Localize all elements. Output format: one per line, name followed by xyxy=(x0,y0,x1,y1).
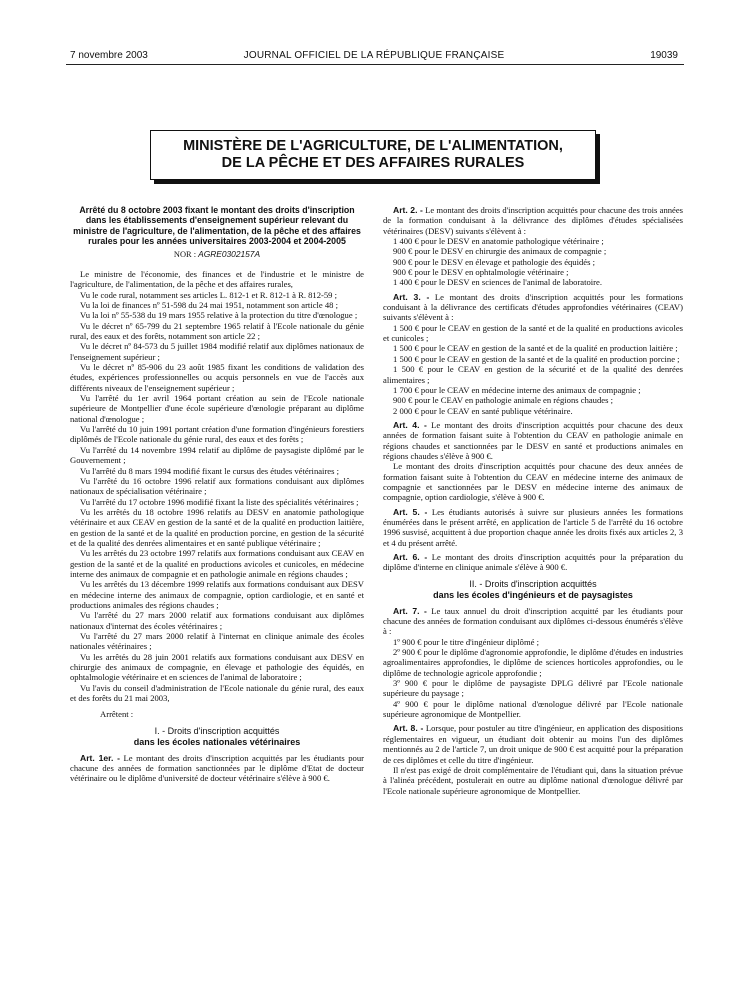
header-rule xyxy=(66,64,684,65)
list-item: 2º 900 € pour le diplôme d'agronomie approfondie, le diplôme d'études en industries agroalimentaires approfondies, le diplôme de sciences horticoles approfondies, ou le diplôme de technologie agricole approfondie ; xyxy=(383,647,684,678)
visa-paragraph: Vu l'arrêté du 10 juin 1991 portant création d'une formation d'ingénieurs forestiers diplômés de l'Ecole nationale du génie rural, des eaux et des forêts ; xyxy=(70,424,364,445)
article-8-label: Art. 8. - xyxy=(393,723,424,734)
article-7-label: Art. 7. - xyxy=(393,605,427,616)
article-4-paragraph-2: Le montant des droits d'inscription acquittés pour chacune des deux années de formation faisant suite à l'obtention du CEAV en médecine interne des animaux de compagnie et sanctionnées par le DESV en médecine interne des animaux de compagnie, option cardiologie, s'élève à 900 €. xyxy=(383,461,683,503)
list-item: 1 400 € pour le DESV en sciences de l'animal de laboratoire. xyxy=(393,277,603,288)
article-2 xyxy=(383,205,683,236)
section-2-line-2: dans les écoles d'ingénieurs et de paysagistes xyxy=(433,589,633,600)
list-item: 2 000 € pour le CEAV en santé publique vétérinaire. xyxy=(393,405,573,416)
article-4-label: Art. 4. - xyxy=(393,419,427,430)
list-item: 1 500 € pour le CEAV en gestion de la santé et de la qualité en productions avicoles et cunicoles ; xyxy=(383,322,683,344)
article-6 xyxy=(383,552,683,573)
list-item: 1º 900 € pour le titre d'ingénieur diplômé ; xyxy=(393,636,539,647)
article-7-text: Le taux annuel du droit d'inscription acquitté par les étudiants pour chacune des années de formation conduisant aux diplômes ci-dessous énumérés s'élève à : xyxy=(383,605,683,637)
visa-paragraph: Vu l'arrêté du 16 octobre 1996 relatif aux formations conduisant aux diplômes nationaux de spécialisation vétérinaire ; xyxy=(70,475,364,497)
nor-label: NOR : xyxy=(173,249,197,259)
list-item: 900 € pour le DESV en chirurgie des animaux de compagnie ; xyxy=(393,246,607,257)
visa-paragraph: Vu les arrêtés du 23 octobre 1997 relatifs aux formations conduisant aux CEAV en gestion de la santé et de la qualité en productions avicoles et cunicoles, en médecine interne des animaux de compagnie et en pathologie animale en régions chaudes ; xyxy=(70,548,364,579)
list-item: 3º 900 € pour le diplôme de paysagiste DPLG délivré par l'Ecole nationale supérieure du paysage ; xyxy=(383,678,683,699)
list-item: 1 500 € pour le CEAV en gestion de la santé et de la qualité en production porcine ; xyxy=(393,353,680,364)
nor-code: AGRE0302157A xyxy=(198,248,261,259)
section-2-line-1: II. - Droits d'inscription acquittés xyxy=(469,578,597,589)
section-1-line-2: dans les écoles nationales vétérinaires xyxy=(133,736,301,747)
ministry-box xyxy=(150,130,596,180)
article-5-label: Art. 5. - xyxy=(393,506,428,517)
journal-title: JOURNAL OFFICIEL DE LA RÉPUBLIQUE FRANÇAISE xyxy=(243,50,505,61)
list-item: 4º 900 € pour le diplôme national d'œnologue délivré par l'Ecole nationale supérieure agronomique de Montpellier. xyxy=(383,698,683,720)
article-4-text: Le montant des droits d'inscription acquittés pour chacune des deux années de formation faisant suite à l'obtention du CEAV en pathologie animale en régions chaudes et sanctionnées par le DESV en santé et productions animales en régions chaudes s'élève à 900 €. xyxy=(383,419,683,461)
article-8 xyxy=(383,723,683,764)
visa-paragraph: Vu l'arrêté du 14 novembre 1994 relatif au diplôme de paysagiste diplômé par le Gouvernement ; xyxy=(70,444,364,466)
article-2-text: Le montant des droits d'inscription acquittés pour chacune des trois années de la formation conduisant à la délivrance des diplômes d'études spécialisées vétérinaires (DESV) suivants s'élèvent à : xyxy=(383,205,684,236)
article-3-label: Art. 3. - xyxy=(393,291,430,302)
ministry-line-1: MINISTÈRE DE L'AGRICULTURE, DE L'ALIMENTATION, xyxy=(183,138,563,154)
arretent-line: Arrêtent : xyxy=(100,709,134,720)
ministry-line-2: DE LA PÊCHE ET DES AFFAIRES RURALES xyxy=(221,155,525,171)
visa-paragraph: Vu les arrêtés du 18 octobre 1996 relatifs au DESV en anatomie pathologique vétérinaire et aux CEAV en gestion de la santé et de la qualité en production laitière, en gestion de la santé et de la qualité en production porcine, en gestion de la sécurité et de la qualité des denrées alimentaires et en santé publique vétérinaire ; xyxy=(70,506,364,548)
visa-paragraph: Vu l'arrêté du 1er avril 1964 portant création au sein de l'Ecole nationale supérieure de Montpellier d'une école supérieure d'œnologie préparant au diplôme national d'œnologue ; xyxy=(70,393,364,424)
page-number: 19039 xyxy=(650,50,678,61)
list-item: 900 € pour le CEAV en pathologie animale en régions chaudes ; xyxy=(393,395,613,406)
visa-paragraph: Vu le décret nº 85-906 du 23 août 1985 fixant les conditions de validation des études, expériences professionnelles ou acquis personnels en vue de l'accès aux différents niveaux de l'enseignement supérieur ; xyxy=(70,362,364,393)
article-4 xyxy=(383,420,683,461)
section-2-heading xyxy=(383,579,683,601)
visa-paragraph: Vu le décret nº 84-573 du 5 juillet 1984 modifié relatif aux diplômes nationaux de l'enseignement supérieur ; xyxy=(70,341,364,362)
article-2-label: Art. 2. - xyxy=(393,205,423,215)
visa-paragraph: Vu la loi de finances nº 51-598 du 24 mai 1951, notamment son article 48 ; xyxy=(80,300,338,310)
article-3-text: Le montant des droits d'inscription acquittés pour les formations conduisant à la délivrance des certificats d'études approfondies vétérinaires (CEAV) suivants s'élèvent à : xyxy=(383,291,683,323)
list-item: 900 € pour le DESV en élevage et pathologie des équidés ; xyxy=(393,256,595,267)
left-column xyxy=(70,205,364,784)
section-1-heading xyxy=(70,726,364,748)
page-header xyxy=(0,0,748,61)
article-6-label: Art. 6. - xyxy=(393,552,428,562)
article-8-text: Lorsque, pour postuler au titre d'ingénieur, en application des dispositions réglementaires en vigueur, un étudiant doit obtenir au moins l'un des diplômes mentionnés au 2 de l'article 7, un droit unique de 900 € est acquitté pour la préparation de ces diplômes et celle du titre d'ingénieur. xyxy=(383,723,684,765)
visa-paragraph: Vu les arrêtés du 13 décembre 1999 relatifs aux formations conduisant aux DESV en médecine interne des animaux de compagnie, option cardiologie, et en santé et productions animales des régions chaudes ; xyxy=(70,579,364,610)
article-1 xyxy=(70,753,364,784)
article-6-text: Le montant des droits d'inscription acquittés pour la préparation du diplôme d'interne en clinique animale s'élève à 900 €. xyxy=(383,552,683,573)
visa-paragraph: Vu l'arrêté du 17 octobre 1996 modifié fixant la liste des spécialités vétérinaires ; xyxy=(80,496,359,507)
list-item: 1 400 € pour le DESV en anatomie pathologique vétérinaire ; xyxy=(393,236,604,247)
article-8-paragraph-2: Il n'est pas exigé de droit complémentaire de l'étudiant qui, dans la situation prévue à l'alinéa précédent, postulerait en outre au diplôme national d'œnologue délivré par l'Ecole nationale supérieure agronomique de Montpellier. xyxy=(383,764,683,796)
article-1-label: Art. 1er. - xyxy=(80,752,121,763)
article-5-text: Les étudiants autorisés à suivre sur plusieurs années les formations énumérées dans le présent arrêté, en application de l'article 5 de l'arrêté du 16 octobre 1996 susvisé, acquittent à due proportion chaque année les droits fixés aux articles 2, 3 et 4 du présent arrêté. xyxy=(383,506,683,548)
visa-paragraph: Le ministre de l'économie, des finances et de l'industrie et le ministre de l'agriculture, de l'alimentation, de la pêche et des affaires rurales, xyxy=(70,268,364,290)
article-5 xyxy=(383,507,683,548)
list-item: 900 € pour le DESV en ophtalmologie vétérinaire ; xyxy=(393,267,569,278)
article-3 xyxy=(383,292,683,323)
right-column xyxy=(383,205,683,796)
section-1-line-1: I. - Droits d'inscription acquittés xyxy=(154,725,280,736)
header-date: 7 novembre 2003 xyxy=(70,50,148,61)
visa-paragraph: Vu l'arrêté du 27 mars 2000 relatif aux formations conduisant aux diplômes nationaux d'internat des écoles vétérinaires ; xyxy=(70,610,364,631)
article-7 xyxy=(383,606,683,637)
list-item: 1 500 € pour le CEAV en gestion de la sécurité et de la qualité des denrées alimentaires ; xyxy=(383,364,683,385)
visa-paragraph: Vu l'arrêté du 27 mars 2000 relatif à l'internat en clinique animale des écoles nationales vétérinaires ; xyxy=(70,631,364,652)
article-1-text: Le montant des droits d'inscription acquittés par les étudiants pour chacune des années de formation sanctionnées par le diplôme d'Etat de docteur vétérinaire ou le diplôme d'université de docteur vétérinaire s'élève à 900 €. xyxy=(70,752,364,784)
visa-paragraph: Vu les arrêtés du 28 juin 2001 relatifs aux formations conduisant aux DESV en chirurgie des animaux de compagnie, en élevage et pathologie des équidés, en ophtalmologie vétérinaire et en sciences de l'animal de laboratoire ; xyxy=(70,651,364,683)
list-item: 1 500 € pour le CEAV en gestion de la santé et de la qualité en production laitière ; xyxy=(393,343,678,354)
visa-paragraph: Vu le code rural, notamment ses articles L. 812-1 et R. 812-1 à R. 812-59 ; xyxy=(80,289,337,300)
list-item: 1 700 € pour le CEAV en médecine interne des animaux de compagnie ; xyxy=(393,384,641,395)
visa-paragraph: Vu l'avis du conseil d'administration de l'Ecole nationale du génie rural, des eaux et des forêts du 21 mai 2003, xyxy=(70,682,364,704)
visa-paragraph: Vu la loi nº 55-538 du 19 mars 1955 relative à la protection du titre d'œnologue ; xyxy=(80,310,358,321)
nor-reference xyxy=(70,249,364,260)
visa-paragraph: Vu le décret nº 65-799 du 21 septembre 1965 relatif à l'Ecole nationale du génie rural, des eaux et des forêts, notamment son article 22 ; xyxy=(70,320,364,342)
visa-paragraph: Vu l'arrêté du 8 mars 1994 modifié fixant le cursus des études vétérinaires ; xyxy=(80,465,340,476)
arrete-title: Arrêté du 8 octobre 2003 fixant le montant des droits d'inscription dans les établissements d'enseignement supérieur relevant du ministre de l'agriculture, de l'alimentation, de la pêche et des affaires rurales pour les années universitaires 2003-2004 et 2004-2005 xyxy=(73,205,361,247)
